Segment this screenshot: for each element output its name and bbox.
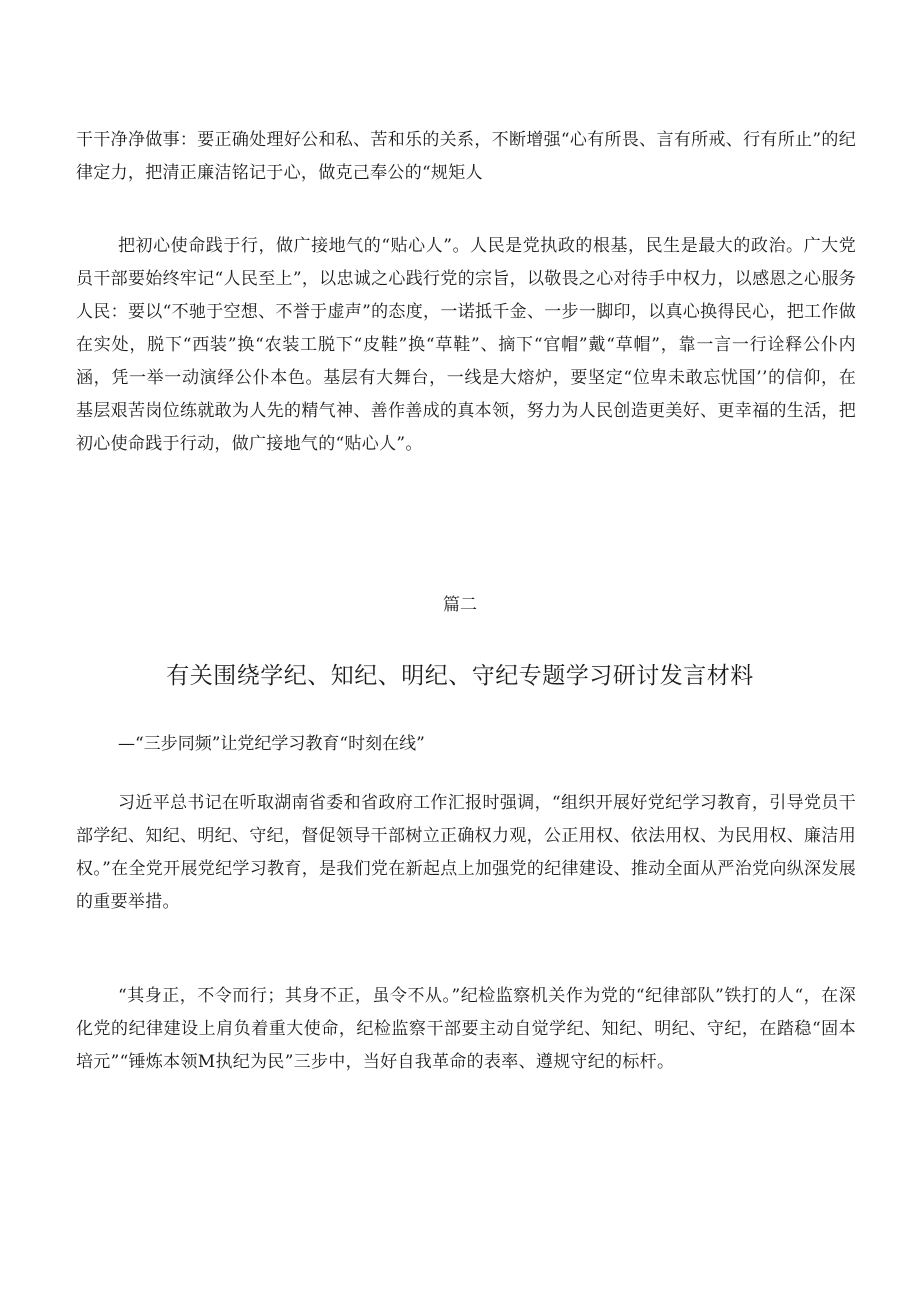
section-label: 篇二 xyxy=(443,595,477,615)
paragraph-4: “其身正，不令而行；其身不正，虽令不从。”纪检监察机关作为党的“纪律部队”铁打的人“，在深化党的纪律建设上肩负着重大使命，纪检监察干部要主动自觉学纪、知纪、明纪、守纪，在踏稳“固本培元”“锤炼本领M执纪为民”三步中，当好自我革命的表率、遵规守纪的标杆。 xyxy=(76,986,856,1072)
paragraph-2: 把初心使命践于行，做广接地气的“贴心人”。人民是党执政的根基，民生是最大的政治。广大党员干部要始终牢记“人民至上”，以忠诚之心践行党的宗旨，以敬畏之心对待手中权力，以感恩之心服务人民：要以“不驰于空想、不誉于虚声”的态度，一诺抵千金、一步一脚印，以真心换得民心，把工作做在实处，脱下“西装”换“农装工脱下“皮鞋”换“草鞋”、摘下“官帽”戴“草帽”，靠一言一行诠释公仆内涵，凭一举一动演绎公仆本色。基层有大舞台，一线是大熔炉，要坚定“位卑未敢忘忧国’’的信仰，在基层艰苦岗位练就敢为人先的精气神、善作善成的真本领，努力为人民创造更美好、更幸福的生活，把初心使命践于行动，做广接地气的“贴心人”。 xyxy=(76,236,856,454)
paragraph-1: 干干净净做事：要正确处理好公和私、苦和乐的关系，不断增强“心有所畏、言有所戒、行有所止”的纪律定力，把清正廉洁铭记于心，做克己奉公的“规矩人 xyxy=(76,130,856,183)
document-title: 有关围绕学纪、知纪、明纪、守纪专题学习研讨发言材料 xyxy=(166,663,754,689)
document-subtitle: —“三步同频”让党纪学习教育“时刻在线” xyxy=(118,734,425,754)
paragraph-3: 习近平总书记在听取湖南省委和省政府工作汇报时强调，“组织开展好党纪学习教育，引导党员干部学纪、知纪、明纪、守纪，督促领导干部树立正确权力观，公正用权、依法用权、为民用权、廉洁用权。”在全党开展党纪学习教育，是我们党在新起点上加强党的纪律建设、推动全面从严治党向纵深发展的重要举措。 xyxy=(76,793,856,912)
